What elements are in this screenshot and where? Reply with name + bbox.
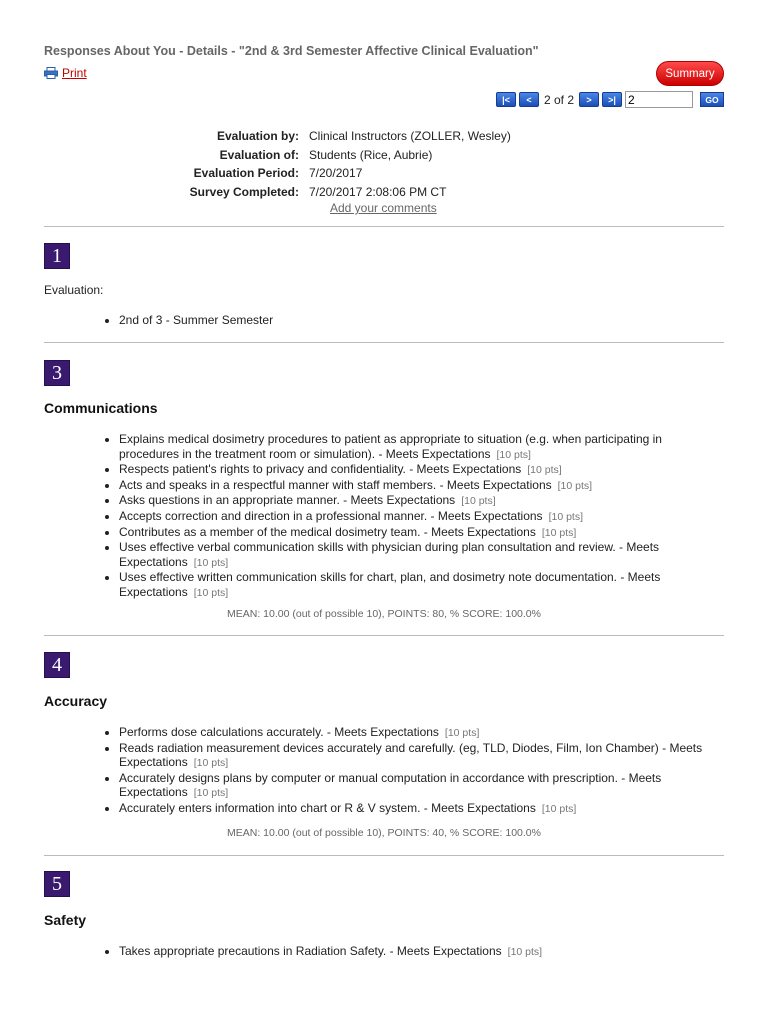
item-points: [10 pts] [193,787,229,800]
section-title: Communications [44,400,158,416]
item-points: [10 pts] [193,586,229,599]
list-item [119,801,709,817]
item-text: Explains medical dosimetry procedures to patient as appropriate to situation (e.g. when participating in procedures in the treatment room or simulation). - Meets Expectations [119,432,662,461]
item-text: Respects patient's rights to privacy and confidentiality. - Meets Expectations [119,462,522,477]
print-label[interactable]: Print [62,66,87,80]
item-points: [10 pts] [527,464,562,477]
section-1-list [100,313,709,328]
item-text: Performs dose calculations accurately. - Meets Expectations [119,725,439,739]
first-page-button[interactable]: |< [496,92,516,107]
divider [44,855,724,856]
list-item [119,725,709,741]
list-item [119,313,709,328]
pager [496,91,724,108]
list-item [119,493,709,509]
add-comments-link[interactable]: Add your comments [330,201,437,215]
item-text: Uses effective verbal communication skills with physician during plan consultation and review. - Meets Expectations [119,540,660,569]
item-text: Contributes as a member of the medical dosimetry team. - Meets Expectations [119,524,536,539]
section-number-badge: 1 [44,243,70,269]
section-title: Accuracy [44,693,108,709]
page-title: Responses About You - Details - "2nd & 3rd Semester Affective Clinical Evaluation" [44,44,539,58]
section-number-badge: 5 [44,871,70,897]
divider [44,342,724,343]
prev-page-button[interactable]: < [519,92,539,107]
summary-button[interactable]: Summary [656,61,724,86]
list-item [119,525,709,541]
item-points: [10 pts] [193,757,229,770]
page-status: 2 of 2 [544,92,575,107]
survey-completed-label: Survey Completed: [189,184,299,199]
item-text: Acts and speaks in a respectful manner with staff members. - Meets Expectations [119,477,552,492]
list-item [119,944,709,960]
list-item [119,540,709,570]
divider [44,226,724,227]
printer-icon [44,67,58,79]
item-text: Takes appropriate precautions in Radiation Safety. - Meets Expectations [119,944,502,958]
item-text: Asks questions in an appropriate manner. - Meets Expectations [119,493,456,508]
item-text: Uses effective written communication skills for chart, plan, and dosimetry note documentation. - Meets Expectations [119,570,661,599]
item-text: Accepts correction and direction in a professional manner. - Meets Expectations [119,508,543,523]
evaluation-by-label: Evaluation by: [216,129,299,144]
item-points: [10 pts] [461,495,496,508]
list-item [119,432,709,462]
evaluation-of-label: Evaluation of: [219,147,299,162]
evaluation-of-value: Students (Rice, Aubrie) [309,147,433,162]
item-points: [10 pts] [496,448,531,461]
divider [44,635,724,636]
item-points: [10 pts] [548,510,584,523]
item-text: Accurately enters information into chart or R & V system. - Meets Expectations [119,800,536,815]
go-button[interactable]: GO [700,92,724,107]
evaluation-label: Evaluation: [44,283,104,297]
evaluation-period-label: Evaluation Period: [193,166,299,181]
last-page-button[interactable]: >| [602,92,622,107]
list-item [119,509,709,525]
list-item [119,570,709,600]
list-item [119,771,709,801]
next-page-button[interactable]: > [579,92,599,107]
item-text: Accurately designs plans by computer or manual computation in accordance with prescription. - Meets Expectations [119,770,662,800]
section-3-list [100,432,709,601]
list-item [119,741,709,771]
section-5-list [100,944,709,960]
section-score-summary: MEAN: 10.00 (out of possible 10), POINTS: 40, % SCORE: 100.0% [227,827,541,839]
evaluation-meta [0,127,768,201]
item-points: [10 pts] [507,946,543,958]
item-text: 2nd of 3 - Summer Semester [119,313,274,327]
section-score-summary: MEAN: 10.00 (out of possible 10), POINTS: 80, % SCORE: 100.0% [227,608,541,620]
section-title: Safety [44,912,87,928]
item-points: [10 pts] [193,556,229,569]
evaluation-by-value: Clinical Instructors (ZOLLER, Wesley) [309,129,511,144]
item-text: Reads radiation measurement devices accurately and carefully. (eg, TLD, Diodes, Film, Ion Chamber) - Meets Expectations [119,740,703,770]
section-4-list [100,725,709,817]
list-item [119,462,709,478]
survey-completed-value: 7/20/2017 2:08:06 PM CT [309,184,447,199]
page-number-input[interactable] [625,91,693,108]
item-points: [10 pts] [541,802,577,815]
list-item [119,478,709,494]
evaluation-period-value: 7/20/2017 [309,166,363,181]
print-link[interactable] [44,66,87,80]
item-points: [10 pts] [541,526,577,539]
item-points: [10 pts] [444,727,480,739]
item-points: [10 pts] [557,479,593,492]
section-number-badge: 3 [44,360,70,386]
section-number-badge: 4 [44,652,70,678]
